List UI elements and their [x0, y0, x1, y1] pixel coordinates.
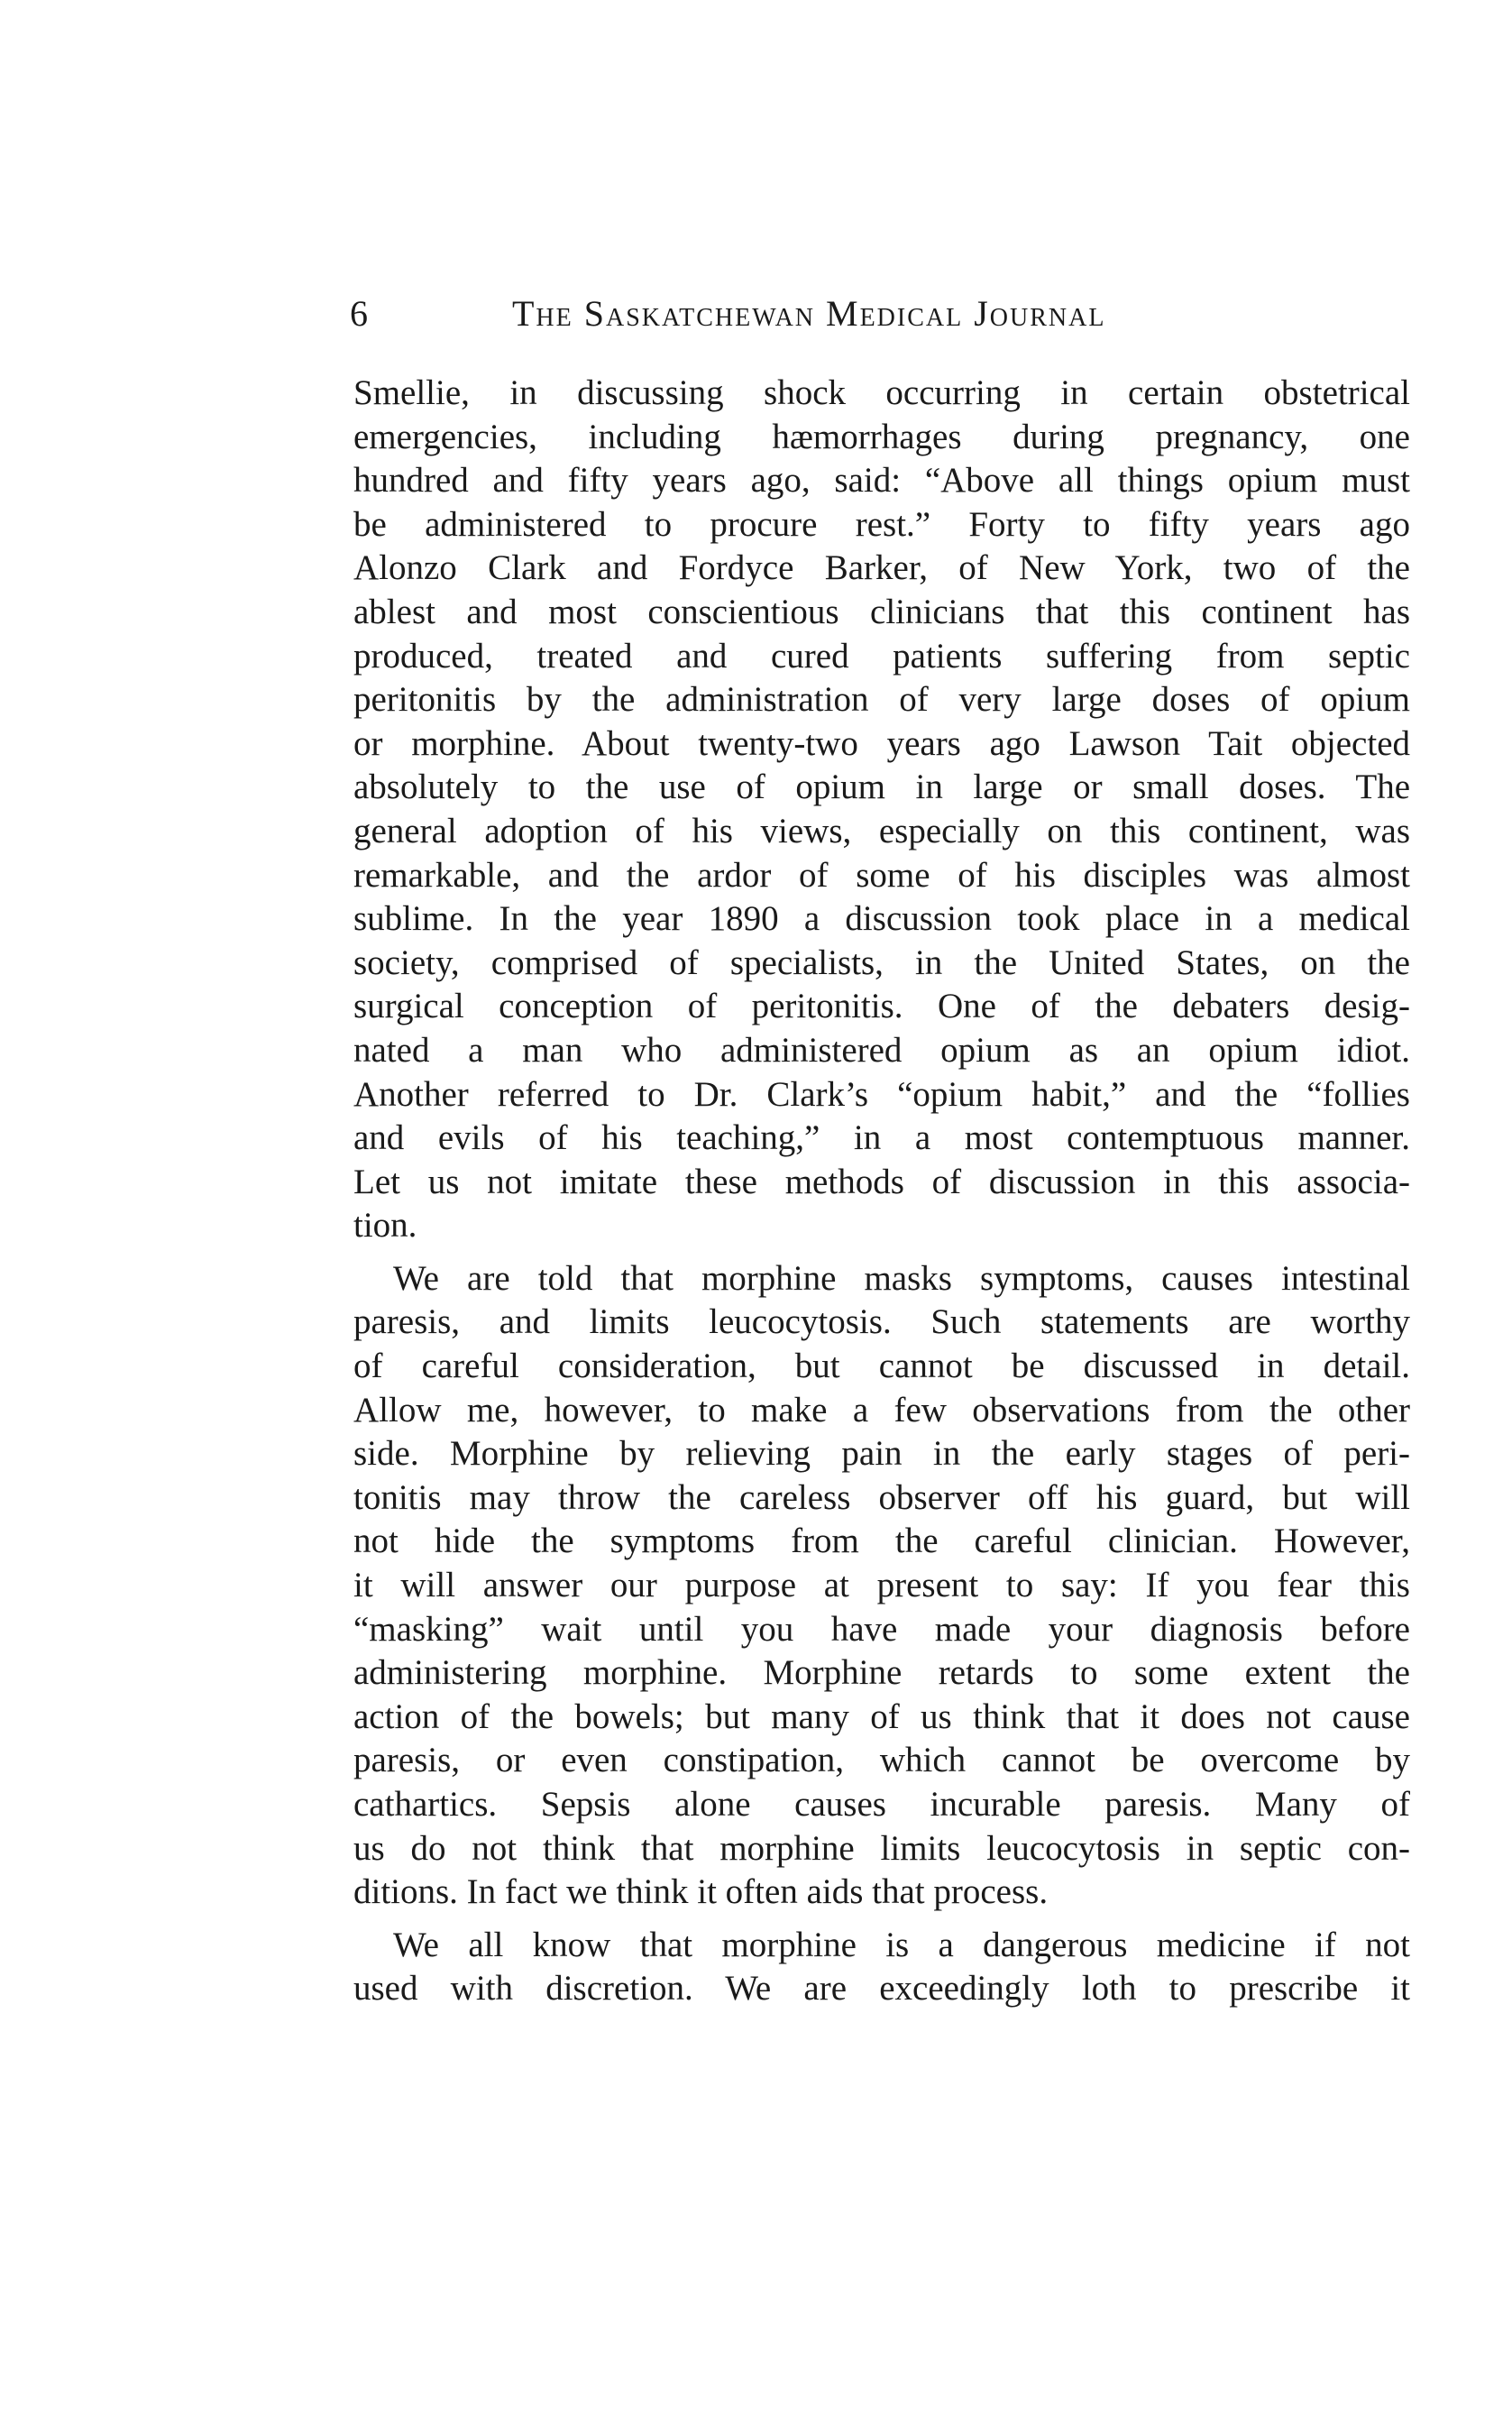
text-line: peritonitis by the administration of very large doses of opium — [353, 680, 1410, 720]
text-line: emergencies, including hæmorrhages during pregnancy, one — [353, 417, 1410, 456]
text-line: surgical conception of peritonitis. One of the debaters desig- — [353, 987, 1410, 1026]
text-line: produced, treated and cured patients suffering from septic — [353, 636, 1410, 676]
paragraph-gap — [353, 1248, 1410, 1257]
text-line: us do not think that morphine limits leucocytosis in septic con- — [353, 1828, 1410, 1868]
running-head: The Saskatchewan Medical Journal — [512, 293, 1106, 334]
text-line: tonitis may throw the careless observer off his guard, but will — [353, 1477, 1410, 1517]
text-line: ablest and most conscientious clinicians that this continent has — [353, 592, 1410, 631]
text-line: Allow me, however, to make a few observations from the other — [353, 1390, 1410, 1430]
page-number: 6 — [350, 293, 368, 334]
text-line: Let us not imitate these methods of discussion in this associa- — [353, 1162, 1410, 1201]
text-line: it will answer our purpose at present to say: If you fear this — [353, 1566, 1410, 1605]
text-line: We all know that morphine is a dangerous medicine if not — [393, 1925, 1410, 1964]
text-line: action of the bowels; but many of us think that it does not cause — [353, 1696, 1410, 1736]
text-line: of careful consideration, but cannot be discussed in detail. — [353, 1347, 1410, 1386]
text-line: sublime. In the year 1890 a discussion took place in a medical — [353, 899, 1410, 939]
text-line: society, comprised of specialists, in the United States, on the — [353, 942, 1410, 982]
page-header — [350, 287, 1414, 341]
paragraph — [353, 1924, 1410, 2011]
text-line: ditions. In fact we think it often aids that process. — [353, 1872, 1049, 1912]
text-line: and evils of his teaching,” in a most contemptuous manner. — [353, 1118, 1410, 1158]
text-line: hundred and fifty years ago, said: “Above all things opium must — [353, 461, 1410, 501]
paragraph — [353, 1257, 1410, 1915]
body-text — [353, 372, 1410, 2011]
text-line: nated a man who administered opium as an opium idiot. — [353, 1030, 1410, 1070]
text-line: paresis, and limits leucocytosis. Such statements are worthy — [353, 1302, 1410, 1342]
text-line: absolutely to the use of opium in large or small doses. The — [353, 768, 1410, 807]
text-line: Another referred to Dr. Clark’s “opium habit,” and the “follies — [353, 1074, 1410, 1114]
text-line: Smellie, in discussing shock occurring in certain obstetrical — [353, 373, 1410, 412]
paragraph-gap — [353, 1915, 1410, 1924]
text-line: not hide the symptoms from the careful clinician. However, — [353, 1522, 1410, 1561]
text-line: administering morphine. Morphine retards to some extent the — [353, 1653, 1410, 1693]
text-line: or morphine. About twenty-two years ago Lawson Tait objected — [353, 723, 1410, 763]
text-line: be administered to procure rest.” Forty to fifty years ago — [353, 504, 1410, 544]
text-line: paresis, or even constipation, which cannot be overcome by — [353, 1741, 1410, 1780]
paragraph — [353, 372, 1410, 1248]
text-line: remarkable, and the ardor of some of his disciples was almost — [353, 855, 1410, 895]
text-line: Alonzo Clark and Fordyce Barker, of New York, two of the — [353, 548, 1410, 588]
text-line: tion. — [353, 1206, 417, 1246]
text-line: general adoption of his views, especially on this continent, was — [353, 811, 1410, 850]
text-line: cathartics. Sepsis alone causes incurable paresis. Many of — [353, 1785, 1410, 1824]
text-line: “masking” wait until you have made your diagnosis before — [353, 1609, 1410, 1649]
text-line: used with discretion. We are exceedingly loth to prescribe it — [353, 1969, 1410, 2009]
text-line: We are told that morphine masks symptoms, causes intestinal — [393, 1258, 1410, 1298]
text-line: side. Morphine by relieving pain in the early stages of peri- — [353, 1434, 1410, 1474]
